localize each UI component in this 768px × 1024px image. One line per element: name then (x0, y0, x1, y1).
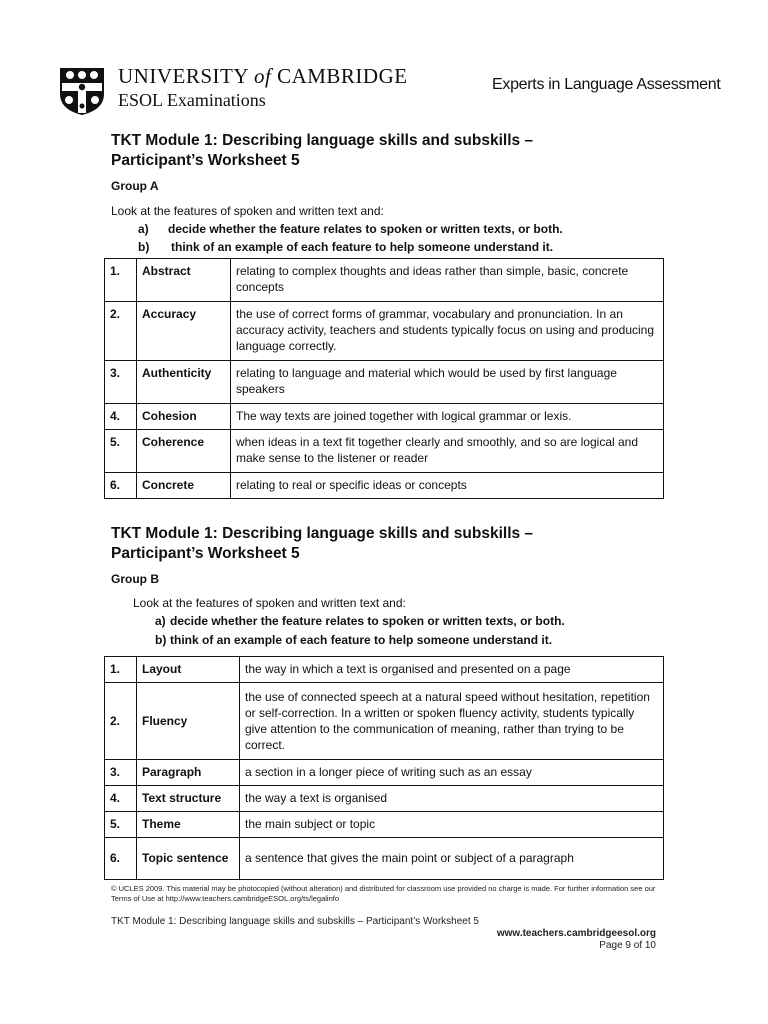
row-number: 3. (105, 760, 137, 786)
feature-term: Coherence (137, 430, 231, 473)
instruction-a-b: b) think of an example of each feature to help someone understand it. (138, 240, 554, 254)
university-name: UNIVERSITY of CAMBRIDGE (118, 64, 408, 88)
row-number: 2. (105, 683, 137, 760)
row-number: 6. (105, 473, 137, 499)
row-number: 3. (105, 361, 137, 404)
feature-definition: the main subject or topic (240, 812, 664, 838)
feature-definition: the use of correct forms of grammar, vocabulary and pronunciation. In an accuracy activity, teachers and students typically focus on using and producing language correctly. (231, 302, 664, 361)
worksheet-title-a: TKT Module 1: Describing language skills and subskills – Participant’s Worksheet 5 (111, 132, 534, 169)
feature-term: Paragraph (137, 760, 240, 786)
row-number: 2. (105, 302, 137, 361)
worksheet-title-b: TKT Module 1: Describing language skills and subskills – Participant’s Worksheet 5 (111, 525, 534, 562)
row-number: 1. (105, 657, 137, 683)
table-row (105, 259, 664, 302)
feature-definition: The way texts are joined together with logical grammar or lexis. (231, 404, 664, 430)
features-table-b (104, 656, 664, 880)
feature-term: Text structure (137, 786, 240, 812)
footer-doc-title: TKT Module 1: Describing language skills and subskills – Participant’s Worksheet 5 (111, 916, 479, 927)
feature-definition: a section in a longer piece of writing such as an essay (240, 760, 664, 786)
row-number: 4. (105, 404, 137, 430)
feature-definition: the way a text is organised (240, 786, 664, 812)
table-row (105, 812, 664, 838)
features-table-a (104, 258, 664, 499)
table-row (105, 430, 664, 473)
intro-b: Look at the features of spoken and written text and: (133, 596, 406, 610)
feature-term: Topic sentence (137, 838, 240, 880)
feature-term: Accuracy (137, 302, 231, 361)
cambridge-crest-icon (58, 66, 106, 116)
group-b-label: Group B (111, 572, 159, 586)
tagline: Experts in Language Assessment (492, 76, 721, 93)
table-row (105, 404, 664, 430)
row-number: 5. (105, 812, 137, 838)
copyright-notice: © UCLES 2009. This material may be photocopied (without alteration) and distributed for classroom use provided no charge is made. For further information see our Terms of Use at http://www.teachers.cambridgeESOL.org/ts/legalinfo (111, 884, 656, 903)
feature-term: Abstract (137, 259, 231, 302)
footer-url: www.teachers.cambridgeesol.org (496, 928, 656, 939)
table-row (105, 657, 664, 683)
group-a-label: Group A (111, 179, 159, 193)
table-row (105, 760, 664, 786)
row-number: 1. (105, 259, 137, 302)
table-row (105, 361, 664, 404)
feature-term: Theme (137, 812, 240, 838)
instruction-b-a: a) decide whether the feature relates to spoken or written texts, or both. (155, 614, 565, 628)
feature-definition: relating to real or specific ideas or concepts (231, 473, 664, 499)
feature-term: Layout (137, 657, 240, 683)
instruction-a-a: a) decide whether the feature relates to spoken or written texts, or both. (138, 222, 563, 236)
intro-a: Look at the features of spoken and written text and: (111, 204, 384, 218)
table-row (105, 683, 664, 760)
feature-term: Fluency (137, 683, 240, 760)
feature-definition: relating to complex thoughts and ideas rather than simple, basic, concrete concepts (231, 259, 664, 302)
table-row (105, 838, 664, 880)
page-number: Page 9 of 10 (599, 940, 656, 951)
feature-definition: a sentence that gives the main point or subject of a paragraph (240, 838, 664, 880)
table-row (105, 473, 664, 499)
feature-definition: relating to language and material which would be used by first language speakers (231, 361, 664, 404)
feature-term: Concrete (137, 473, 231, 499)
feature-definition: when ideas in a text fit together clearly and smoothly, and so are logical and make sense to the listener or reader (231, 430, 664, 473)
feature-definition: the way in which a text is organised and presented on a page (240, 657, 664, 683)
feature-term: Cohesion (137, 404, 231, 430)
row-number: 6. (105, 838, 137, 880)
instruction-b-b: b) think of an example of each feature to help someone understand it. (155, 633, 553, 647)
table-row (105, 786, 664, 812)
row-number: 5. (105, 430, 137, 473)
row-number: 4. (105, 786, 137, 812)
feature-definition: the use of connected speech at a natural speed without hesitation, repetition or self-correction. In a written or spoken fluency activity, students typically give attention to the communication of meaning, rather than trying to be correct. (240, 683, 664, 760)
table-row (105, 302, 664, 361)
feature-term: Authenticity (137, 361, 231, 404)
esol-examinations: ESOL Examinations (118, 90, 266, 110)
